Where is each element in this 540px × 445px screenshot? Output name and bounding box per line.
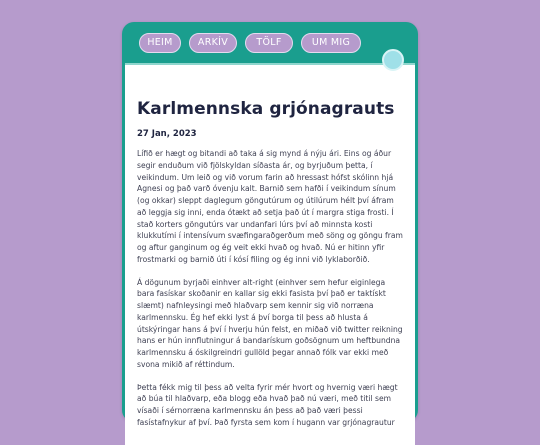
- post-paragraph: Á dögunum byrjaði einhver alt-right (einhver sem hefur eiginlega bara fasískar skoðanir en kallar sig ekki fasista því það er taktískt slæmt) nafnleysingi með hlaðvarp sem kennir sig við norræna karlmennsku. Ég hef ekki lyst á því borga til þess að hlusta á útskýringar hans á því í hverju hún felst, en miðað við twitter reikning hans er hún innflutningur á bandarískum goðsögnum um heftbundna karlmennsku á óskilgreindri gullöld þegar annað fólk var ekki með svona mikið af réttindum.: [137, 277, 403, 369]
- nav-archive-button[interactable]: ARKÍV: [189, 33, 237, 53]
- nav-about-button[interactable]: UM MIG: [301, 33, 361, 53]
- post-body: [137, 148, 403, 440]
- post-date: 27 Jan, 2023: [137, 129, 197, 139]
- nav-tolf-button[interactable]: TÖLF: [245, 33, 293, 53]
- corner-circle-icon: [382, 49, 404, 71]
- nav-home-button[interactable]: HEIM: [139, 33, 181, 53]
- post-title: Karlmennska grjónagrauts: [137, 99, 395, 119]
- post-paragraph: Lífið er hægt og bitandi að taka á sig mynd á nýju ári. Eins og áður segir enduðum við fjölskyldan síðasta ár, og byrjuðum þetta, í veikindum. Um leið og við vorum farin að hressast hófst skólinn hjá Agnesi og það varð óvenju kalt. Barnið sem hafði í veikindum sínum (og okkar) sleppt daglegum göngutúrum og útilúrum hélt því áfram að leggja sig inni, enda ótækt að setja það út í margra stiga frosti. Í stað korters göngutúrs var undanfari lúrs því að minnsta kosti klukkutími í intensívum svæfingaraðgerðum með söng og göngu fram og aftur ganginum og ég veit ekki hvað og hvað. Nú er hitinn yfir frostmarki og barnið úti í kósí filing og ég inni við lyklaborðið.: [137, 149, 403, 264]
- post-content: [125, 63, 415, 445]
- post-paragraph: Þetta fékk mig til þess að velta fyrir mér hvort og hvernig væri hægt að búa til hlaðvarp, eða blogg eða hvað það nú væri, með titil sem vísaði í sérnorræna karlmennsku án þess að það væri þessi fasístafnykur af því. Það fyrsta sem kom í hugann var grjónagrautur: [137, 382, 398, 427]
- blog-window: [122, 22, 418, 427]
- top-nav: [139, 33, 361, 53]
